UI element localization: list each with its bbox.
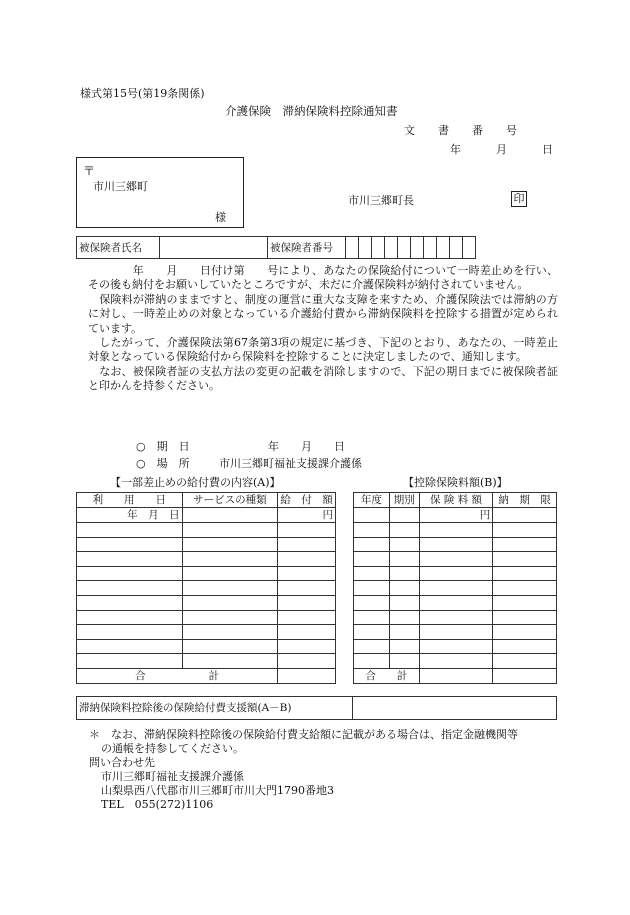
table-cell[interactable] (77, 639, 183, 654)
paragraph: 保険料が滞納のままですと、制度の運営に重大な支障を来すため、介護保険法では滞納の方に対し、一時差止めの対象となっている介護給付費から滞納保険料を控除する措置が定められています。 (88, 292, 558, 335)
schedule-place-label: ○ 場 所 (136, 457, 190, 470)
table-cell[interactable]: 円 (419, 508, 493, 523)
header-cell: 利 用 日 (77, 493, 183, 508)
insured-number-digit[interactable] (359, 237, 372, 259)
table-cell[interactable] (278, 537, 336, 552)
table-cell[interactable] (278, 566, 336, 581)
insured-number-digit[interactable] (346, 237, 359, 259)
header-cell: サービスの種類 (182, 493, 278, 508)
header-cell: 期別 (389, 493, 419, 508)
table-cell[interactable] (419, 654, 493, 669)
schedule-date-value: 年 月 日 (268, 440, 345, 453)
table-cell[interactable] (419, 537, 493, 552)
table-cell[interactable] (182, 552, 278, 567)
table-cell[interactable] (389, 639, 419, 654)
header-cell: 保 険 料 額 (419, 493, 493, 508)
table-header-row (77, 493, 336, 508)
document-number-label: 文 書 番 号 (404, 124, 523, 137)
table-cell[interactable] (389, 552, 419, 567)
address-town: 市川三郷町 (93, 180, 148, 193)
table-total-row (354, 668, 557, 683)
table-row (354, 566, 557, 581)
benefit-table (76, 492, 336, 684)
insured-name-label: 被保険者氏名 (77, 237, 160, 259)
total-cell[interactable] (419, 668, 493, 683)
net-payment-table (76, 696, 557, 720)
total-cell[interactable] (493, 668, 557, 683)
form-number: 様式第15号(第19条関係) (80, 87, 205, 100)
note-line: なお、滞納保険料控除後の保険給付費支給額に記載がある場合は、指定金融機関等 (111, 728, 518, 741)
contact-address: 山梨県西八代郡市川三郷町市川大門1790番地3 (101, 784, 334, 797)
table-cell[interactable] (182, 639, 278, 654)
table-row (354, 625, 557, 640)
table-cell[interactable] (493, 537, 557, 552)
table-cell[interactable] (354, 581, 390, 596)
table-cell[interactable] (354, 508, 390, 523)
schedule-place-value: 市川三郷町福祉支援課介護係 (219, 457, 362, 470)
table-cell[interactable] (278, 581, 336, 596)
table-cell[interactable] (182, 508, 278, 523)
table-row (77, 537, 336, 552)
deduction-table (353, 492, 557, 684)
table-row (77, 639, 336, 654)
table-cell[interactable] (354, 537, 390, 552)
table-row (354, 508, 557, 523)
total-label: 合 計 (354, 668, 420, 683)
total-label: 合 計 (77, 668, 278, 683)
contact-department: 市川三郷町福祉支援課介護係 (101, 770, 244, 783)
table-cell[interactable] (278, 625, 336, 640)
note-mark: ＊ (89, 728, 100, 741)
total-cell[interactable] (278, 668, 336, 683)
table-row (77, 654, 336, 669)
table-cell[interactable] (182, 610, 278, 625)
paragraph: したがって、介護保険法第67条第3項の規定に基づき、下記のとおり、あなたの、一時差止対象となっている保険給付から保険料を控除することに決定しましたので、通知します。 (88, 336, 558, 364)
insured-number-digit[interactable] (372, 237, 385, 259)
table-cell[interactable]: 年 月 日 (77, 508, 183, 523)
table-cell[interactable] (278, 595, 336, 610)
table-cell[interactable] (354, 654, 390, 669)
table-cell[interactable] (389, 654, 419, 669)
table-cell[interactable] (493, 610, 557, 625)
table-cell[interactable] (77, 537, 183, 552)
table-cell[interactable] (278, 610, 336, 625)
table-cell[interactable] (389, 610, 419, 625)
table-row (354, 523, 557, 538)
address-box (76, 157, 244, 228)
note-line: の通帳を持参してください。 (101, 742, 244, 755)
insured-number-digit[interactable] (385, 237, 398, 259)
insured-name-field[interactable] (160, 237, 268, 259)
net-payment-label: 滞納保険料控除後の保険給付費支援額(A－B) (77, 697, 353, 720)
postal-mark: 〒 (83, 164, 96, 178)
table-cell[interactable] (493, 552, 557, 567)
insured-number-digit[interactable] (437, 237, 450, 259)
table-cell[interactable] (77, 625, 183, 640)
insured-number-label: 被保険者番号 (268, 237, 346, 259)
paragraph: 年 月 日付け第 号により、あなたの保険給付について一時差止めを行い、その後も納付をお願いしていたところですが、未だに介護保険料が納付されていません。 (88, 264, 558, 292)
table-cell[interactable]: 円 (278, 508, 336, 523)
table-cell[interactable] (389, 581, 419, 596)
header-cell: 納 期 限 (493, 493, 557, 508)
table-cell[interactable] (419, 566, 493, 581)
table-cell[interactable] (354, 595, 390, 610)
table-cell[interactable] (354, 566, 390, 581)
table-row (354, 610, 557, 625)
notice-body (88, 264, 558, 394)
table-row (354, 595, 557, 610)
table-row (77, 610, 336, 625)
table-row (77, 523, 336, 538)
table-cell[interactable] (389, 625, 419, 640)
insured-info-table (76, 236, 476, 259)
table-cell[interactable] (182, 566, 278, 581)
table-cell[interactable] (419, 523, 493, 538)
insured-number-digit[interactable] (463, 237, 476, 259)
table-cell[interactable] (77, 581, 183, 596)
table-cell[interactable] (77, 552, 183, 567)
net-payment-value[interactable] (353, 697, 557, 720)
table-row (77, 625, 336, 640)
table-total-row (77, 668, 336, 683)
table-cell[interactable] (278, 523, 336, 538)
address-honorific: 様 (215, 211, 226, 224)
table-cell[interactable] (182, 654, 278, 669)
table-cell[interactable] (77, 566, 183, 581)
table-row (77, 581, 336, 596)
contact-heading: 問い合わせ先 (89, 756, 155, 769)
table-row (354, 654, 557, 669)
table-row (77, 508, 336, 523)
table-cell[interactable] (493, 654, 557, 669)
table-cell[interactable] (354, 610, 390, 625)
table-cell[interactable] (389, 566, 419, 581)
table-cell[interactable] (389, 537, 419, 552)
left-table-caption: 【一部差止めの給付費の内容(A)】 (110, 476, 281, 489)
table-row (77, 595, 336, 610)
issuer: 市川三郷町長 (348, 194, 414, 207)
table-cell[interactable] (278, 552, 336, 567)
table-cell[interactable] (354, 523, 390, 538)
date-label: 年 月 日 (450, 143, 565, 156)
table-cell[interactable] (182, 523, 278, 538)
table-cell[interactable] (493, 581, 557, 596)
table-row (77, 566, 336, 581)
table-row (354, 581, 557, 596)
header-cell: 給 付 額 (278, 493, 336, 508)
table-cell[interactable] (77, 654, 183, 669)
table-cell[interactable] (354, 625, 390, 640)
table-cell[interactable] (493, 523, 557, 538)
table-row (354, 552, 557, 567)
table-cell[interactable] (182, 537, 278, 552)
table-cell[interactable] (419, 581, 493, 596)
table-cell[interactable] (389, 595, 419, 610)
table-cell[interactable] (278, 654, 336, 669)
page-title: 介護保険 滞納保険料控除通知書 (225, 104, 398, 118)
table-cell[interactable] (77, 523, 183, 538)
table-row (354, 639, 557, 654)
insured-number-digit[interactable] (411, 237, 424, 259)
table-cell[interactable] (493, 639, 557, 654)
insured-number-digit[interactable] (424, 237, 437, 259)
table-cell[interactable] (182, 625, 278, 640)
table-cell[interactable] (419, 625, 493, 640)
seal-mark: 印 (511, 191, 527, 207)
table-cell[interactable] (389, 508, 419, 523)
paragraph: なお、被保険者証の支払方法の変更の記載を消除しますので、下記の期日までに被保険者証と印かんを持参ください。 (88, 364, 558, 393)
right-table-caption: 【控除保険料額(B)】 (403, 476, 508, 489)
table-cell[interactable] (182, 581, 278, 596)
table-cell[interactable] (354, 552, 390, 567)
table-cell[interactable] (419, 639, 493, 654)
table-cell[interactable] (278, 639, 336, 654)
table-row (77, 552, 336, 567)
table-cell[interactable] (182, 595, 278, 610)
table-cell[interactable] (354, 639, 390, 654)
schedule-date-label: ○ 期 日 (136, 440, 190, 453)
insured-number-digit[interactable] (450, 237, 463, 259)
table-cell[interactable] (389, 523, 419, 538)
table-cell[interactable] (493, 625, 557, 640)
table-cell[interactable] (493, 508, 557, 523)
table-cell[interactable] (493, 566, 557, 581)
header-cell: 年度 (354, 493, 390, 508)
table-cell[interactable] (77, 595, 183, 610)
contact-phone: TEL 055(272)1106 (101, 798, 214, 811)
table-cell[interactable] (77, 610, 183, 625)
table-header-row (354, 493, 557, 508)
insured-number-digit[interactable] (398, 237, 411, 259)
table-cell[interactable] (419, 552, 493, 567)
table-cell[interactable] (419, 610, 493, 625)
table-cell[interactable] (419, 595, 493, 610)
table-row (354, 537, 557, 552)
table-cell[interactable] (493, 595, 557, 610)
